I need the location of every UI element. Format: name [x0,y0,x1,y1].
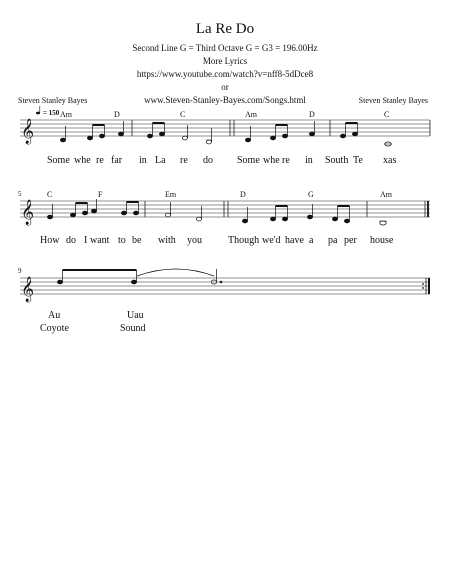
chord-symbols-system-2 [47,190,393,199]
subtitle-more-lyrics: More Lyrics [202,56,248,66]
chord-symbol: D [240,190,246,199]
lyric-syllable: do [203,155,213,166]
lyric-syllable: do [66,235,76,246]
chord-symbol: D [114,110,120,119]
treble-clef-icon: 𝄞 [21,200,35,225]
lyric-syllable: Sound [120,323,146,334]
notes-measure-4 [340,123,392,146]
lyrics-system-1 [47,155,396,166]
lyric-syllable: want [90,235,110,246]
lyricist-credit: Steven Stanley Bayes [18,96,88,105]
lyric-syllable: How [40,235,60,246]
lyric-syllable: with [158,235,176,246]
staff-system-3 [18,267,430,334]
lyric-syllable: xas [383,155,397,166]
chord-symbol: D [309,110,315,119]
lyric-syllable: re [96,155,104,166]
chord-symbol: C [384,110,390,119]
lyric-syllable: whe [263,155,280,166]
lyric-syllable: we'd [262,235,281,246]
lyric-syllable: Uau [127,310,144,321]
treble-clef-icon: 𝄞 [21,277,35,302]
subtitle-website-link: www.Steven-Stanley-Bayes.com/Songs.html [144,95,306,105]
lyric-syllable: re [282,155,290,166]
lyric-syllable: South [325,155,349,166]
notes-measure-7 [242,204,350,223]
chord-symbol: C [180,110,186,119]
measure-number: 5 [18,190,22,198]
lyric-syllable: Te [353,155,363,166]
notes-measure-2 [147,123,212,144]
staff-system-2 [18,190,430,246]
lyric-syllable: house [370,235,394,246]
lyrics-system-3 [40,310,146,334]
treble-clef-icon: 𝄞 [21,119,35,144]
lyric-syllable: in [305,155,313,166]
tempo-marking [36,106,60,117]
lyric-syllable: be [132,235,142,246]
subtitle-youtube-link: https://www.youtube.com/watch?v=nff8-5dDce8 [136,69,314,79]
subtitle-tuning: Second Line G = Third Octave G = G3 = 196.00Hz [132,43,318,53]
tempo-text: = 150 [43,109,60,117]
staff-system-1 [20,106,430,166]
chord-symbol: G [308,190,314,199]
lyric-syllable: you [187,235,202,246]
lyric-syllable: whe [74,155,91,166]
chord-symbol: Am [245,110,257,119]
chord-symbols-system-1 [60,110,389,119]
tie-curve [137,269,214,276]
lyric-syllable: to [118,235,126,246]
chord-symbol: Am [60,110,72,119]
chord-symbol: Am [380,190,392,199]
lyric-syllable: Though [228,235,260,246]
subtitle-or: or [221,82,229,92]
lyric-syllable: Coyote [40,323,69,334]
lyric-syllable: I [84,235,88,246]
song-title: La Re Do [195,21,255,37]
lyric-syllable: in [139,155,147,166]
lyric-syllable: far [111,155,123,166]
lyric-syllable: a [309,235,314,246]
composer-credit: Steven Stanley Bayes [358,96,428,105]
lyric-syllable: per [344,235,357,246]
lyrics-system-2 [40,235,394,246]
lyric-syllable: re [180,155,188,166]
measure-number: 9 [18,267,22,275]
chord-symbol: C [47,190,53,199]
chord-symbol: F [98,190,103,199]
lyric-syllable: Au [48,310,61,321]
lyric-syllable: pa [328,235,338,246]
chord-symbol: Em [165,190,177,199]
lyric-syllable: have [285,235,304,246]
lyric-syllable: Some [47,155,70,166]
lyric-syllable: Some [237,155,260,166]
notes-measure-8 [379,221,387,225]
lyric-syllable: La [155,155,166,166]
